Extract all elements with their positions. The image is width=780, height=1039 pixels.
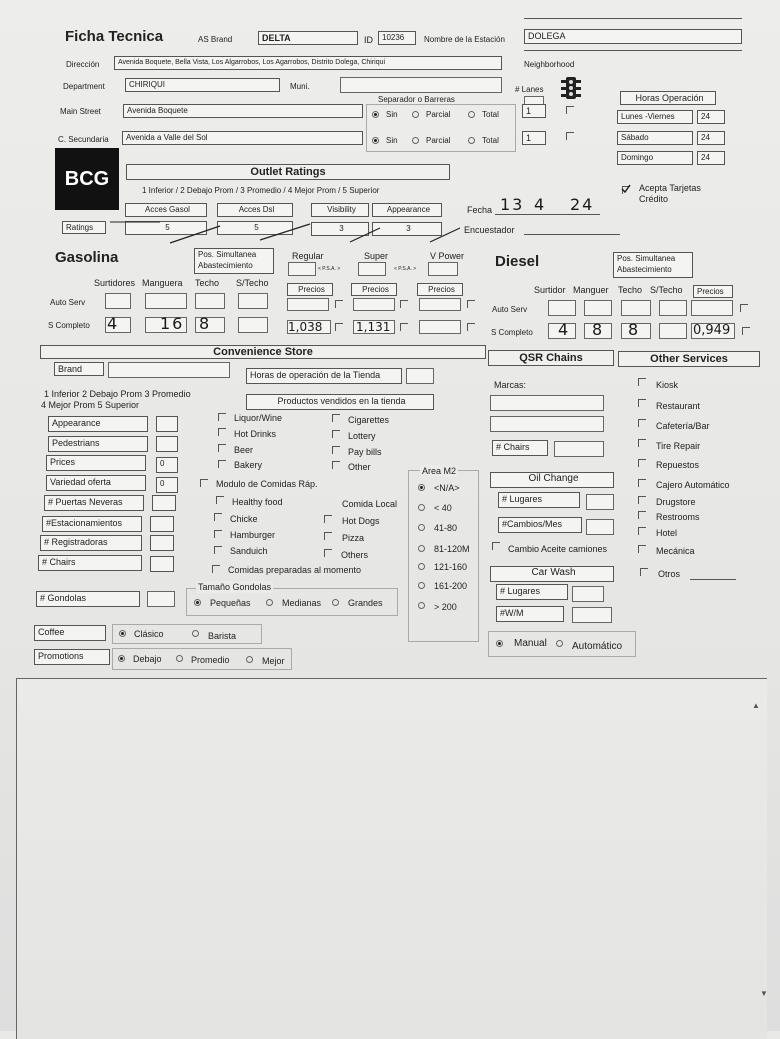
- svc-cajero-label: Cajero Automático: [656, 480, 730, 490]
- promo-promedio-label: Promedio: [191, 655, 230, 665]
- cs-horas-field[interactable]: [406, 368, 434, 384]
- cambio-aceite-label: Cambio Aceite camiones: [508, 544, 608, 554]
- food-hotdogs-label: Hot Dogs: [342, 516, 380, 526]
- ratings-label: Ratings: [62, 221, 106, 234]
- col-s-techo: S/Techo: [236, 278, 269, 288]
- scroll-down-icon[interactable]: ▼: [760, 989, 768, 998]
- prod-bakery-label: Bakery: [234, 460, 263, 470]
- area-40-label: < 40: [434, 503, 452, 513]
- convenience-title: Convenience Store: [40, 345, 486, 359]
- d-precios-label: Precios: [693, 285, 733, 298]
- svc-cafeteria-cb[interactable]: [638, 419, 646, 427]
- svc-restrooms-cb[interactable]: [638, 511, 646, 519]
- area-120-label: 81-120M: [434, 544, 470, 554]
- fecha-month[interactable]: 4: [534, 195, 547, 214]
- comida-local-label: Comida Local: [342, 499, 398, 509]
- area-80-label: 41-80: [434, 523, 458, 533]
- hours-lv-label: Lunes -Viernes: [617, 110, 693, 124]
- gas-auto-sup-cb[interactable]: [400, 300, 408, 308]
- fecha-day[interactable]: 13: [500, 195, 525, 214]
- diesel-pos-label: Pos. Simultanea Abastecimiento: [613, 252, 693, 278]
- d-s-completo-label: S Completo: [491, 328, 533, 337]
- wash-lugares-field[interactable]: [572, 586, 604, 602]
- sep1-parcial-label: Parcial: [426, 110, 451, 119]
- prod-other-label: Other: [348, 462, 371, 472]
- col-manguera: Manguera: [142, 278, 183, 288]
- promo-promedio-radio[interactable]: [176, 655, 183, 662]
- acepta-label: Acepta Tarjetas Crédito: [639, 183, 701, 204]
- gondolas-field[interactable]: [147, 591, 175, 607]
- fecha-line: [495, 214, 600, 215]
- area-over200-radio[interactable]: [418, 602, 425, 609]
- area-na-radio[interactable]: [418, 484, 425, 491]
- notes-textarea[interactable]: [16, 678, 767, 1039]
- fecha-year[interactable]: 24: [570, 195, 595, 214]
- wash-lugares-label: # Lugares: [496, 584, 568, 600]
- cs-row-chairs-value[interactable]: [150, 556, 174, 572]
- cs-row-estacionamientos-value[interactable]: [150, 516, 174, 532]
- qsr-chairs-field[interactable]: [554, 441, 604, 457]
- food-healthy-cb[interactable]: [216, 496, 224, 504]
- food-pizza-cb[interactable]: [324, 532, 332, 540]
- prod-lottery-label: Lottery: [348, 431, 376, 441]
- hours-sab-label: Sábado: [617, 131, 693, 145]
- cs-row-appearance-label: Appearance: [48, 416, 148, 432]
- gas-auto-vp-price[interactable]: [419, 298, 461, 311]
- area-80-radio[interactable]: [418, 524, 425, 531]
- d-sc-cb[interactable]: [742, 327, 750, 335]
- sep2-parcial-label: Parcial: [426, 136, 451, 145]
- hours-dom-value[interactable]: 24: [697, 151, 725, 165]
- area-frame: [408, 470, 479, 642]
- svc-mecanica-cb[interactable]: [638, 545, 646, 553]
- main-street-label: Main Street: [60, 107, 101, 116]
- neighborhood-label: Neighborhood: [524, 60, 575, 69]
- gas-auto-reg-price[interactable]: [287, 298, 329, 311]
- coffee-clasico-radio[interactable]: [119, 630, 126, 637]
- sep1-sin-radio[interactable]: [372, 111, 379, 118]
- oil-cambios-label: #Cambios/Mes: [498, 517, 582, 533]
- cambio-aceite-cb[interactable]: [492, 542, 500, 550]
- precios-super-label: Precios: [351, 283, 397, 296]
- cs-row-puertas-value[interactable]: [152, 495, 176, 511]
- hours-title: Horas Operación: [620, 91, 716, 105]
- sep2-total-radio[interactable]: [468, 137, 475, 144]
- oil-lugares-field[interactable]: [586, 494, 614, 510]
- area-160-label: 121-160: [434, 562, 468, 572]
- area-120-radio[interactable]: [418, 545, 425, 552]
- precios-vpower-label: Precios: [417, 283, 463, 296]
- prod-liquor-cb[interactable]: [218, 413, 226, 421]
- d-auto-mang[interactable]: [584, 300, 612, 316]
- cs-scale-2: 4 Mejor Prom 5 Superior: [41, 400, 140, 410]
- area-200-label: 161-200: [434, 581, 468, 591]
- muni-label: Muni.: [290, 82, 310, 91]
- traffic-light-icon: [560, 76, 582, 100]
- food-chicke-cb[interactable]: [214, 513, 222, 521]
- sep1-total-radio[interactable]: [468, 111, 475, 118]
- hours-dom-label: Domingo: [617, 151, 693, 165]
- coffee-label: Coffee: [34, 625, 106, 641]
- wash-auto-label: Automático: [572, 641, 623, 652]
- gas-s-completo-label: S Completo: [48, 321, 90, 330]
- cs-row-chairs-label: # Chairs: [38, 555, 142, 571]
- prod-hotdrinks-cb[interactable]: [218, 428, 226, 436]
- svc-repuestos-cb[interactable]: [638, 459, 646, 467]
- promo-debajo-label: Debajo: [133, 654, 162, 664]
- cs-brand-field[interactable]: [108, 362, 230, 378]
- cs-row-estacionamientos-label: #Estacionamientos: [42, 516, 142, 532]
- cs-row-variedad-label: Variedad oferta: [46, 475, 146, 491]
- comidas-preparadas-cb[interactable]: [212, 565, 220, 573]
- gasolina-title: Gasolina: [55, 249, 119, 266]
- diesel-title: Diesel: [495, 253, 540, 270]
- psa-label-1: < P.S.A. >: [318, 266, 341, 272]
- prod-other-cb[interactable]: [332, 461, 340, 469]
- food-others-label: Others: [341, 550, 369, 560]
- gas-auto-reg-cb[interactable]: [335, 300, 343, 308]
- d-auto-surt[interactable]: [548, 300, 576, 316]
- tamano-pequenas-label: Pequeñas: [210, 598, 251, 608]
- appearance-value[interactable]: 3: [372, 222, 442, 236]
- svc-cajero-cb[interactable]: [638, 479, 646, 487]
- promotions-label: Promotions: [34, 649, 110, 665]
- svc-mecanica-label: Mecánica: [656, 546, 695, 556]
- prod-paybills-cb[interactable]: [332, 446, 340, 454]
- food-sanduich-label: Sanduich: [230, 546, 268, 556]
- hours-lv-value[interactable]: 24: [697, 110, 725, 124]
- hours-sab-value[interactable]: 24: [697, 131, 725, 145]
- wash-manual-radio[interactable]: [496, 640, 503, 647]
- promo-mejor-radio[interactable]: [246, 656, 253, 663]
- sep1-sin-label: Sin: [386, 110, 398, 119]
- cs-row-registradoras-value[interactable]: [150, 535, 174, 551]
- psa-label-2: < P.S.A. >: [394, 266, 417, 272]
- area-40-radio[interactable]: [418, 504, 425, 511]
- area-200-radio[interactable]: [418, 582, 425, 589]
- wash-wm-label: #W/M: [496, 606, 564, 622]
- secundaria-field[interactable]: Avenida a Valle del Sol: [122, 131, 363, 145]
- cs-brand-label: Brand: [54, 362, 104, 376]
- promo-mejor-label: Mejor: [262, 656, 285, 666]
- d-sc-price-value: 0,949: [693, 323, 731, 338]
- prod-paybills-label: Pay bills: [348, 447, 382, 457]
- svc-cafeteria-label: Cafetería/Bar: [656, 421, 710, 431]
- qsr-chairs-label: # Chairs: [492, 440, 548, 456]
- check-mark-icon: [620, 183, 632, 195]
- sep2-sin-label: Sin: [386, 136, 398, 145]
- svc-drugstore-cb[interactable]: [638, 496, 646, 504]
- d-sc-mang-value: 8: [592, 320, 605, 339]
- svc-kiosk-cb[interactable]: [638, 378, 646, 386]
- tamano-medianas-radio[interactable]: [266, 599, 273, 606]
- coffee-clasico-label: Clásico: [134, 629, 164, 639]
- svc-otros-cb[interactable]: [640, 568, 648, 576]
- gas-sc-mang-value: 16: [160, 314, 185, 333]
- cs-productos-label: Productos vendidos en la tienda: [246, 394, 434, 410]
- d-auto-techo[interactable]: [621, 300, 651, 316]
- qsr-title: QSR Chains: [488, 350, 614, 366]
- food-pizza-label: Pizza: [342, 533, 365, 543]
- cs-row-prices-value[interactable]: 0: [156, 457, 178, 473]
- direccion-field[interactable]: Avenida Boquete, Bella Vista, Los Algarrobos, Los Agarrobos, Distrito Dolega, Chiriqui: [114, 56, 502, 70]
- modulo-label: Modulo de Comidas Ráp.: [216, 479, 318, 489]
- gas-auto-vp-cb[interactable]: [467, 300, 475, 308]
- direccion-label: Dirección: [66, 60, 100, 69]
- tamano-label: Tamaño Gondolas: [198, 582, 272, 592]
- gas-auto-surt[interactable]: [105, 293, 131, 309]
- tamano-grandes-radio[interactable]: [332, 599, 339, 606]
- d-auto-stecho[interactable]: [659, 300, 687, 316]
- d-sc-techo-value: 8: [628, 320, 641, 339]
- muni-field[interactable]: [340, 77, 502, 93]
- svc-drugstore-label: Drugstore: [656, 497, 696, 507]
- form-title: Ficha Tecnica: [65, 28, 164, 45]
- sep1-checkbox[interactable]: [566, 106, 574, 114]
- d-sc-surt-value: 4: [558, 320, 571, 339]
- tamano-grandes-label: Grandes: [348, 598, 383, 608]
- promo-debajo-radio[interactable]: [118, 655, 125, 662]
- gas-pos-label: Pos. Simultanea Abastecimiento: [194, 248, 274, 274]
- col-surtidores: Surtidores: [94, 278, 136, 288]
- rating-pen-strokes: [100, 218, 470, 246]
- sep2-count[interactable]: 1: [522, 131, 546, 145]
- svc-restaurant-cb[interactable]: [638, 399, 646, 407]
- d-sc-stecho[interactable]: [659, 323, 687, 339]
- gas-sc-surt-value: 4: [107, 314, 120, 333]
- sep2-checkbox[interactable]: [566, 132, 574, 140]
- neighborhood-line: [524, 50, 742, 51]
- main-street-field[interactable]: Avenida Boquete: [123, 104, 363, 118]
- cs-scale-1: 1 Inferior 2 Debajo Prom 3 Promedio: [44, 389, 191, 399]
- sep2-sin-radio[interactable]: [372, 137, 379, 144]
- oil-lugares-label: # Lugares: [498, 492, 580, 508]
- d-col-surtidor: Surtidor: [534, 285, 566, 295]
- cs-row-puertas-label: # Puertas Neveras: [44, 495, 144, 511]
- cs-row-pedestrians-value[interactable]: [156, 436, 178, 452]
- food-chicke-label: Chicke: [230, 514, 258, 524]
- separador-label: Separador o Barreras: [378, 95, 455, 104]
- food-others-cb[interactable]: [324, 549, 332, 557]
- vpower-label: V Power: [430, 251, 465, 261]
- gas-sc-vp-cb[interactable]: [467, 323, 475, 331]
- area-over200-label: > 200: [434, 602, 457, 612]
- sep1-parcial-radio[interactable]: [412, 111, 419, 118]
- gas-sc-reg-cb[interactable]: [335, 323, 343, 331]
- marcas-field-1[interactable]: [490, 395, 604, 411]
- regular-label: Regular: [292, 251, 324, 261]
- d-auto-price[interactable]: [691, 300, 733, 316]
- car-wash-label: Car Wash: [490, 566, 614, 582]
- d-auto-serv-label: Auto Serv: [492, 305, 528, 314]
- secundaria-label: C. Secundaria: [58, 135, 109, 144]
- gas-auto-mang[interactable]: [145, 293, 187, 309]
- super-label: Super: [364, 251, 389, 261]
- cs-row-prices-label: Prices: [46, 455, 146, 471]
- other-services-title: Other Services: [618, 351, 760, 367]
- outlet-scale: 1 Inferior / 2 Debajo Prom / 3 Promedio / 4 Mejor Prom / 5 Superior: [142, 186, 380, 195]
- oil-cambios-field[interactable]: [586, 519, 614, 535]
- top-line: [524, 18, 742, 19]
- gas-auto-serv-label: Auto Serv: [50, 298, 86, 307]
- scroll-up-icon[interactable]: ▲: [752, 701, 760, 710]
- outlet-title: Outlet Ratings: [126, 164, 450, 180]
- wash-wm-field[interactable]: [572, 607, 612, 623]
- prod-lottery-cb[interactable]: [332, 430, 340, 438]
- bcg-logo: BCG: [55, 148, 119, 210]
- gas-sc-reg-price-value: 1,038: [288, 320, 323, 334]
- vpower-psa-field[interactable]: [428, 262, 458, 276]
- svc-restrooms-label: Restrooms: [656, 512, 700, 522]
- food-sanduich-cb[interactable]: [214, 546, 222, 554]
- appearance-label: Appearance: [372, 203, 442, 217]
- coffee-barista-radio[interactable]: [192, 630, 199, 637]
- acces-gasol-value[interactable]: 5: [125, 221, 207, 235]
- marcas-field-2[interactable]: [490, 416, 604, 432]
- svc-otros-line: [690, 579, 736, 580]
- department-label: Department: [63, 82, 105, 91]
- as-brand-label: AS Brand: [198, 35, 233, 44]
- gas-auto-sup-price[interactable]: [353, 298, 395, 311]
- svc-restaurant-label: Restaurant: [656, 401, 701, 411]
- food-hamburger-cb[interactable]: [214, 530, 222, 538]
- area-na-label: <N/A>: [434, 483, 460, 493]
- cs-row-registradoras-label: # Registradoras: [40, 535, 142, 551]
- wash-auto-radio[interactable]: [556, 640, 563, 647]
- prod-beer-label: Beer: [234, 445, 254, 455]
- food-hamburger-label: Hamburger: [230, 530, 276, 540]
- prod-beer-cb[interactable]: [218, 444, 226, 452]
- tamano-pequenas-radio[interactable]: [194, 599, 201, 606]
- gas-sc-vp-price[interactable]: [419, 320, 461, 334]
- gas-sc-techo-value: 8: [199, 314, 212, 333]
- acces-dsl-label: Acces Dsl: [217, 203, 293, 217]
- svc-hotel-label: Hotel: [656, 528, 678, 538]
- prod-hotdrinks-label: Hot Drinks: [234, 429, 277, 439]
- svc-tire-cb[interactable]: [638, 439, 646, 447]
- fecha-label: Fecha: [467, 205, 493, 215]
- cs-row-appearance-value[interactable]: [156, 416, 178, 432]
- oil-change-label: Oil Change: [490, 472, 614, 488]
- svc-otros-label: Otros: [658, 569, 681, 579]
- super-psa-field[interactable]: [358, 262, 386, 276]
- station-label: Nombre de la Estación: [424, 35, 505, 44]
- regular-psa-field[interactable]: [288, 262, 316, 276]
- tamano-medianas-label: Medianas: [282, 598, 322, 608]
- cs-row-variedad-value[interactable]: 0: [156, 477, 178, 493]
- sep2-total-label: Total: [482, 136, 499, 145]
- comidas-preparadas-label: Comidas preparadas al momento: [228, 565, 362, 575]
- cs-horas-label: Horas de operación de la Tienda: [246, 368, 402, 384]
- acces-gasol-label: Acces Gasol: [125, 203, 207, 217]
- encuestador-line: [524, 234, 620, 235]
- encuestador-label: Encuestador: [464, 225, 515, 235]
- d-auto-cb[interactable]: [740, 304, 748, 312]
- svc-tire-label: Tire Repair: [656, 441, 701, 451]
- d-col-manguer: Manguer: [573, 285, 609, 295]
- d-col-techo: Techo: [618, 285, 643, 295]
- gondolas-label: # Gondolas: [36, 591, 140, 607]
- food-healthy-label: Healthy food: [232, 497, 283, 507]
- visibility-label: Visibility: [311, 203, 369, 217]
- area-label: Area M2: [422, 466, 457, 476]
- gas-sc-sup-cb[interactable]: [400, 323, 408, 331]
- visibility-value[interactable]: 3: [311, 222, 369, 236]
- wash-manual-label: Manual: [514, 638, 547, 649]
- prod-cigarettes-label: Cigarettes: [348, 415, 390, 425]
- coffee-barista-label: Barista: [208, 631, 237, 641]
- sep2-parcial-radio[interactable]: [412, 137, 419, 144]
- food-hotdogs-cb[interactable]: [324, 515, 332, 523]
- col-techo: Techo: [195, 278, 220, 288]
- svc-hotel-cb[interactable]: [638, 527, 646, 535]
- sep1-count[interactable]: 1: [522, 104, 546, 118]
- department-field[interactable]: CHIRIQUI: [125, 78, 280, 92]
- prod-cigarettes-cb[interactable]: [332, 414, 340, 422]
- area-160-radio[interactable]: [418, 563, 425, 570]
- station-field[interactable]: DOLEGA: [524, 29, 742, 44]
- prod-bakery-cb[interactable]: [218, 460, 226, 468]
- gas-sc-stecho[interactable]: [238, 317, 268, 333]
- lanes-label: # Lanes: [515, 85, 544, 94]
- d-col-stecho: S/Techo: [650, 285, 683, 295]
- svc-kiosk-label: Kiosk: [656, 380, 679, 390]
- gas-auto-techo[interactable]: [195, 293, 225, 309]
- sep1-total-label: Total: [482, 110, 499, 119]
- svc-repuestos-label: Repuestos: [656, 460, 700, 470]
- prod-liquor-label: Liquor/Wine: [234, 413, 283, 423]
- gas-auto-stecho[interactable]: [238, 293, 268, 309]
- gas-sc-sup-price-value: 1,131: [356, 320, 391, 334]
- marcas-label: Marcas:: [494, 380, 527, 390]
- acces-dsl-value[interactable]: 5: [217, 221, 293, 235]
- brand-field[interactable]: DELTA: [258, 31, 358, 45]
- id-label: ID: [364, 35, 373, 45]
- id-field[interactable]: 10236: [378, 31, 416, 45]
- precios-regular-label: Precios: [287, 283, 333, 296]
- cs-row-pedestrians-label: Pedestrians: [48, 436, 148, 452]
- modulo-cb[interactable]: [200, 479, 208, 487]
